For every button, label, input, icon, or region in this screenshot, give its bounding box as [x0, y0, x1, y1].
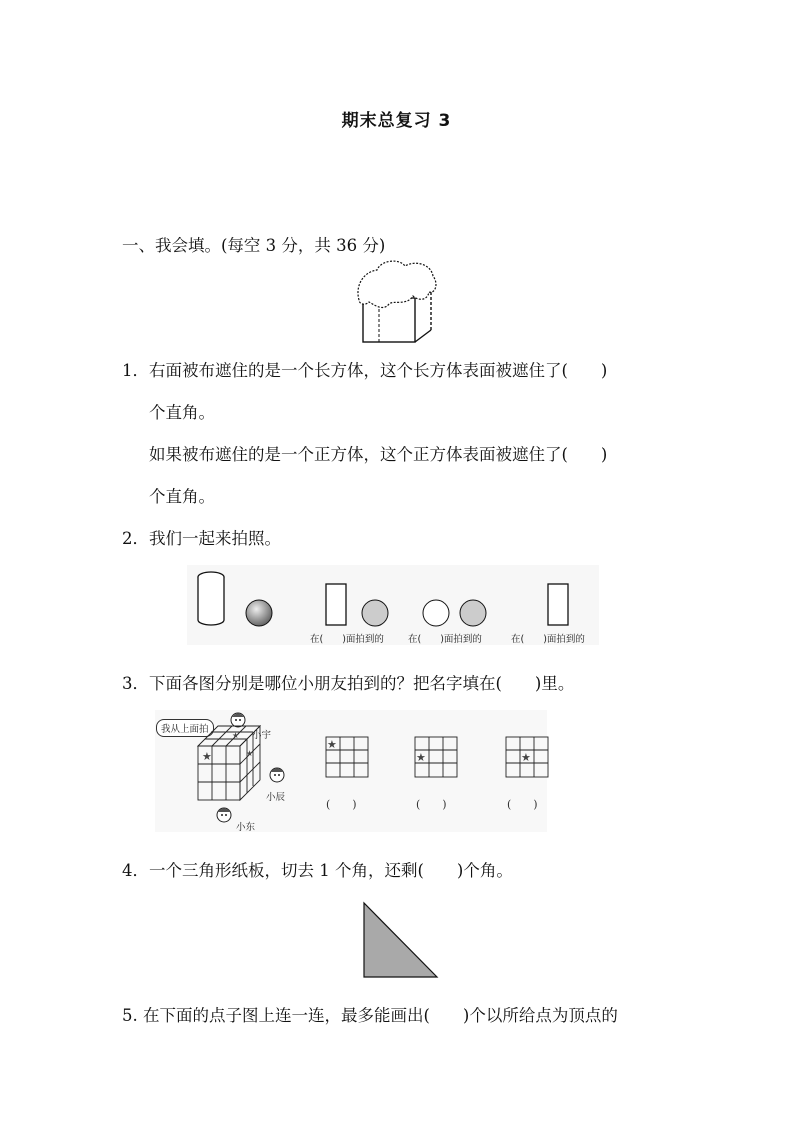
view-grid-1	[325, 736, 369, 778]
view-circle-gray-icon	[360, 598, 390, 628]
person-icon	[212, 803, 236, 827]
answer-blank-2[interactable]: ( )	[416, 798, 447, 811]
svg-text:★: ★	[232, 731, 240, 740]
q1-line4: 个直角。	[149, 487, 215, 506]
answer-blank-3[interactable]: ( )	[507, 798, 538, 811]
svg-text:★: ★	[416, 751, 426, 764]
svg-text:★: ★	[327, 738, 337, 751]
view-circle-gray-icon	[458, 598, 488, 628]
section-heading: 一、我会填。(每空 3 分，共 36 分)	[122, 236, 386, 255]
q1-line2: 个直角。	[149, 403, 215, 422]
name-xiaoyu: 小宇	[252, 730, 272, 741]
q1-line3: 如果被布遮住的是一个正方体，这个正方体表面被遮住了( )	[149, 445, 608, 464]
q2-caption-1: 在( )面拍到的	[310, 634, 384, 645]
svg-text:★: ★	[202, 750, 212, 763]
triangle-figure	[360, 900, 440, 980]
view-rectangle-icon	[325, 583, 349, 627]
q3-text: 3．下面各图分别是哪位小朋友拍到的？把名字填在( )里。	[122, 674, 575, 693]
q2-caption-2: 在( )面拍到的	[408, 634, 482, 645]
name-xiaochen: 小辰	[266, 792, 286, 803]
svg-text:★: ★	[521, 751, 531, 764]
person-icon	[265, 763, 289, 787]
q2-text: 2．我们一起来拍照。	[122, 529, 281, 548]
view-rectangle-icon	[547, 583, 571, 627]
view-circle-white-icon	[421, 598, 451, 628]
q5-text: 5. 在下面的点子图上连一连，最多能画出( )个以所给点为顶点的	[122, 1006, 618, 1025]
sphere-icon	[244, 598, 274, 628]
name-xiaodong: 小东	[236, 822, 256, 833]
covered-cuboid-figure	[355, 258, 437, 344]
q4-text: 4．一个三角形纸板，切去 1 个角，还剩( )个角。	[122, 861, 513, 880]
q1-line1: 1．右面被布遮住的是一个长方体，这个长方体表面被遮住了( )	[122, 361, 608, 380]
q2-caption-3: 在( )面拍到的	[511, 634, 585, 645]
view-grid-2	[414, 736, 458, 778]
cylinder-icon	[195, 570, 227, 628]
answer-blank-1[interactable]: ( )	[326, 798, 357, 811]
cube-figure	[196, 722, 264, 802]
page-title: 期末总复习 3	[341, 111, 452, 131]
speech-bubble: 我从上面拍	[156, 719, 214, 737]
view-grid-3	[505, 736, 549, 778]
svg-text:★: ★	[246, 749, 254, 758]
